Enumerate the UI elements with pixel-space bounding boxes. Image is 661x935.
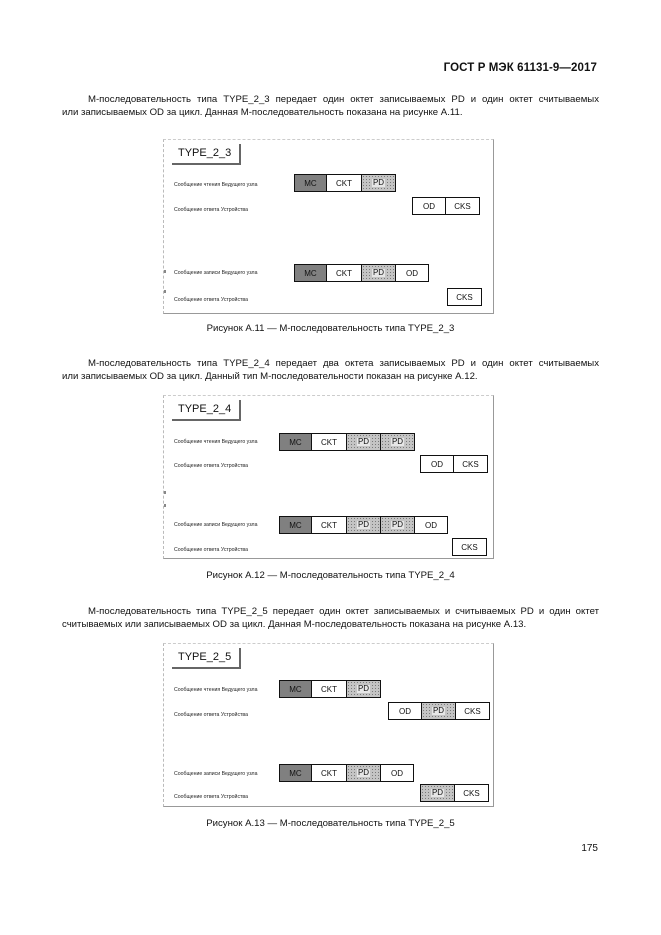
octet-od: OD: [412, 197, 446, 215]
row-label: Сообщение ответа Устройства: [174, 207, 249, 213]
octet-mc: MC: [279, 680, 312, 698]
octet-od: OD: [388, 702, 422, 720]
octet-pd: [421, 702, 456, 720]
octet-label: PD: [357, 520, 370, 529]
octet-pd: [361, 174, 396, 192]
figure-title: TYPE_2_5: [172, 648, 241, 669]
figure-a12: [163, 395, 494, 559]
paragraph-line: или записываемых OD за цикл. Данный тип M-последовательности показан на рисунке А.12.: [62, 371, 478, 382]
paragraph-line: M-последовательность типа TYPE_2_4 передает два октета записываемых PD и один октет считываемых: [88, 358, 599, 369]
row-label: Сообщение ответа Устройства: [174, 547, 249, 553]
octet-pd: [346, 516, 381, 534]
figure-a13: [163, 643, 494, 807]
octet-cks: CKS: [445, 197, 480, 215]
tick-mark: [164, 290, 166, 293]
row-label: Сообщение записи Ведущего узла: [174, 270, 258, 276]
page-number: 175: [581, 843, 598, 854]
octet-ckt: CKT: [311, 433, 347, 451]
tick-mark: [164, 270, 166, 273]
octet-label: PD: [357, 437, 370, 446]
octet-pd: [346, 680, 381, 698]
octet-cks: CKS: [452, 538, 487, 556]
octet-label: PD: [357, 768, 370, 777]
message-sequence: [420, 455, 488, 473]
paragraph-type-2-3: [62, 93, 599, 119]
octet-label: PD: [391, 437, 404, 446]
row-label: Сообщение чтения Ведущего узла: [174, 182, 258, 188]
row-label: Сообщение записи Ведущего узла: [174, 771, 258, 777]
message-sequence: [388, 702, 490, 720]
page-header: ГОСТ Р МЭК 61131-9—2017: [443, 62, 597, 74]
figure-a11: [163, 139, 494, 314]
octet-mc: MC: [279, 433, 312, 451]
message-sequence: [279, 764, 414, 782]
figure-caption: Рисунок А.12 — M-последовательность типа TYPE_2_4: [206, 570, 455, 581]
octet-od: OD: [420, 455, 454, 473]
row-label: Сообщение чтения Ведущего узла: [174, 439, 258, 445]
octet-pd: [361, 264, 396, 282]
octet-mc: MC: [294, 264, 327, 282]
octet-label: PD: [372, 268, 385, 277]
octet-ckt: CKT: [326, 174, 362, 192]
paragraph-line: M-последовательность типа TYPE_2_5 передает один октет записываемых и считываемых PD и один октет: [88, 606, 599, 617]
octet-label: PD: [391, 520, 404, 529]
row-label: Сообщение ответа Устройства: [174, 297, 249, 303]
paragraph-line: считываемых или записываемых OD за цикл. Данная M-последовательность показана на рисунке А.13.: [62, 619, 527, 630]
octet-pd: [380, 433, 415, 451]
message-sequence: [279, 433, 415, 451]
octet-cks: CKS: [454, 784, 489, 802]
octet-cks: CKS: [455, 702, 490, 720]
tick-mark: [164, 491, 166, 494]
message-sequence: [294, 264, 429, 282]
paragraph-line: M-последовательность типа TYPE_2_3 передает один октет записываемых PD и один октет считываемых: [88, 94, 599, 105]
message-sequence: [279, 680, 381, 698]
octet-od: OD: [395, 264, 429, 282]
message-sequence: [452, 538, 487, 556]
octet-od: OD: [414, 516, 448, 534]
message-sequence: [294, 174, 396, 192]
figure-caption: Рисунок А.11 — M-последовательность типа TYPE_2_3: [206, 323, 455, 334]
octet-ckt: CKT: [311, 516, 347, 534]
octet-pd: [346, 433, 381, 451]
octet-ckt: CKT: [326, 264, 362, 282]
octet-label: PD: [372, 178, 385, 187]
figure-caption: Рисунок А.13 — M-последовательность типа TYPE_2_5: [206, 818, 455, 829]
figure-title: TYPE_2_4: [172, 400, 241, 421]
octet-cks: CKS: [453, 455, 488, 473]
row-label: Сообщение ответа Устройства: [174, 794, 249, 800]
octet-mc: MC: [279, 764, 312, 782]
octet-ckt: CKT: [311, 764, 347, 782]
figure-title: TYPE_2_3: [172, 144, 241, 165]
row-label: Сообщение записи Ведущего узла: [174, 522, 258, 528]
octet-label: PD: [432, 706, 445, 715]
octet-ckt: CKT: [311, 680, 347, 698]
octet-pd: [346, 764, 381, 782]
row-label: Сообщение чтения Ведущего узла: [174, 687, 258, 693]
paragraph-type-2-5: [62, 605, 599, 631]
octet-od: OD: [380, 764, 414, 782]
tick-mark: [164, 504, 166, 507]
row-label: Сообщение ответа Устройства: [174, 463, 249, 469]
message-sequence: [447, 288, 482, 306]
octet-label: PD: [431, 788, 444, 797]
paragraph-type-2-4: [62, 357, 599, 383]
octet-pd: [380, 516, 415, 534]
message-sequence: [420, 784, 489, 802]
paragraph-line: или записываемых OD за цикл. Данная M-последовательность показана на рисунке А.11.: [62, 107, 463, 118]
octet-mc: MC: [294, 174, 327, 192]
octet-pd: [420, 784, 455, 802]
octet-label: PD: [357, 684, 370, 693]
message-sequence: [279, 516, 448, 534]
row-label: Сообщение ответа Устройства: [174, 712, 249, 718]
message-sequence: [412, 197, 480, 215]
octet-cks: CKS: [447, 288, 482, 306]
octet-mc: MC: [279, 516, 312, 534]
